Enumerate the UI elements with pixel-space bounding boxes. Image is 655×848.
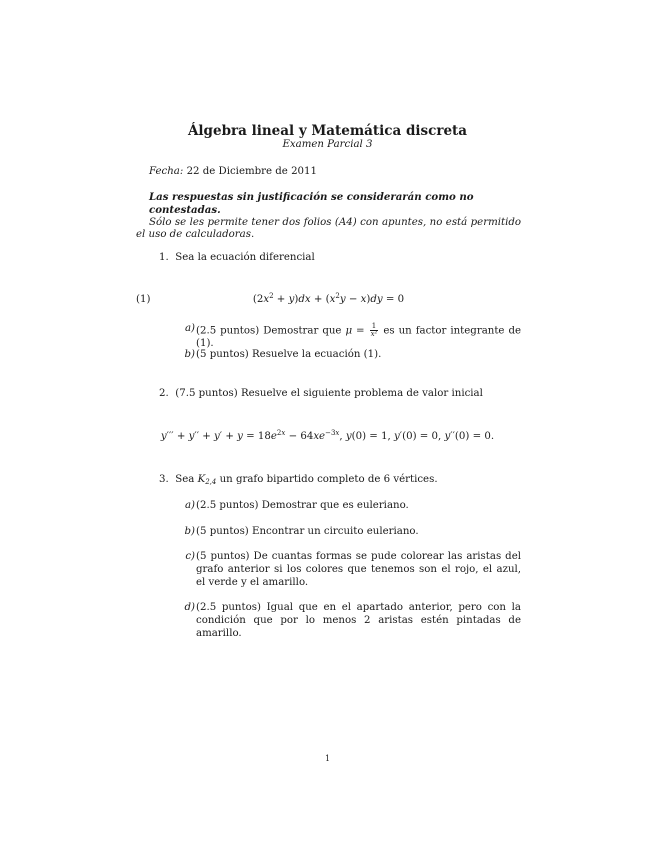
question-3a-label: a) bbox=[184, 500, 195, 511]
instructions-notice bbox=[136, 191, 521, 242]
equation-1-tag: (1) bbox=[136, 294, 151, 305]
bipartite-graph-symbol: $K_{2,4}$ bbox=[197, 474, 217, 486]
question-2 bbox=[159, 388, 483, 401]
notice-bold: Las respuestas sin justificación se considerarán como no contestadas. bbox=[149, 191, 474, 216]
integrating-factor-fraction: $\frac{1}{\text{x²}}$ bbox=[370, 322, 378, 338]
question-3c-text: (5 puntos) De cuantas formas se pude colorear las aristas del grafo anterior si los colores que tenemos son el rojo, el azul, el verde y el amarillo. bbox=[196, 551, 521, 588]
question-1a-post: es un factor integrante de (1). bbox=[196, 325, 521, 350]
question-1a bbox=[179, 323, 521, 351]
exam-subtitle: Examen Parcial 3 bbox=[282, 139, 373, 150]
question-3d bbox=[179, 602, 521, 640]
date-line bbox=[149, 166, 317, 179]
question-1a-label: a) bbox=[184, 323, 195, 334]
equation-1: $(2x^2 + y)dx + (x^2y - x)dy = 0$ bbox=[252, 292, 405, 305]
exam-title: Álgebra lineal y Matemática discreta bbox=[187, 123, 468, 139]
notice-text: Sólo se les permite tener dos folios (A4) con apuntes, no está permitido el uso de calculadoras. bbox=[136, 216, 521, 241]
date-label: Fecha: bbox=[149, 166, 184, 177]
question-1b-text: (5 puntos) Resuelve la ecuación (1). bbox=[196, 349, 382, 360]
question-3 bbox=[159, 474, 438, 487]
question-1b-label: b) bbox=[184, 349, 195, 360]
question-1a-pre: (2.5 puntos) Demostrar que bbox=[196, 325, 342, 337]
question-3a-text: (2.5 puntos) Demostrar que es euleriano. bbox=[196, 500, 409, 511]
question-3-pre: Sea bbox=[175, 474, 195, 485]
question-3-number: 3. bbox=[159, 474, 169, 485]
mu-symbol: μ = bbox=[345, 325, 365, 337]
page-number: 1 bbox=[324, 754, 331, 763]
question-3c-label: c) bbox=[185, 551, 195, 562]
question-2-text: (7.5 puntos) Resuelve el siguiente problema de valor inicial bbox=[175, 388, 483, 399]
question-1b bbox=[179, 349, 521, 362]
date-value: 22 de Diciembre de 2011 bbox=[186, 166, 318, 177]
initial-value-problem-equation: $y''' + y'' + y' + y = 18e^{2x} - 64xe^{-3x}$, y(0) = 1, y′(0) = 0, y′′(0) = 0. bbox=[160, 429, 495, 442]
question-3c bbox=[179, 551, 521, 589]
question-2-number: 2. bbox=[159, 388, 169, 399]
question-1-text: Sea la ecuación diferencial bbox=[175, 252, 315, 263]
question-3b-text: (5 puntos) Encontrar un circuito euleriano. bbox=[196, 526, 419, 537]
question-3a bbox=[179, 500, 521, 513]
question-3b-label: b) bbox=[184, 526, 195, 537]
question-3d-text: (2.5 puntos) Igual que en el apartado anterior, pero con la condición que por lo menos 2 aristas estén pintadas de amarillo. bbox=[196, 602, 521, 639]
question-1-number: 1. bbox=[159, 252, 169, 263]
question-3b bbox=[179, 526, 521, 539]
question-3-post: un grafo bipartido completo de 6 vértices. bbox=[219, 474, 438, 485]
question-1 bbox=[159, 252, 315, 265]
question-3d-label: d) bbox=[184, 602, 195, 613]
